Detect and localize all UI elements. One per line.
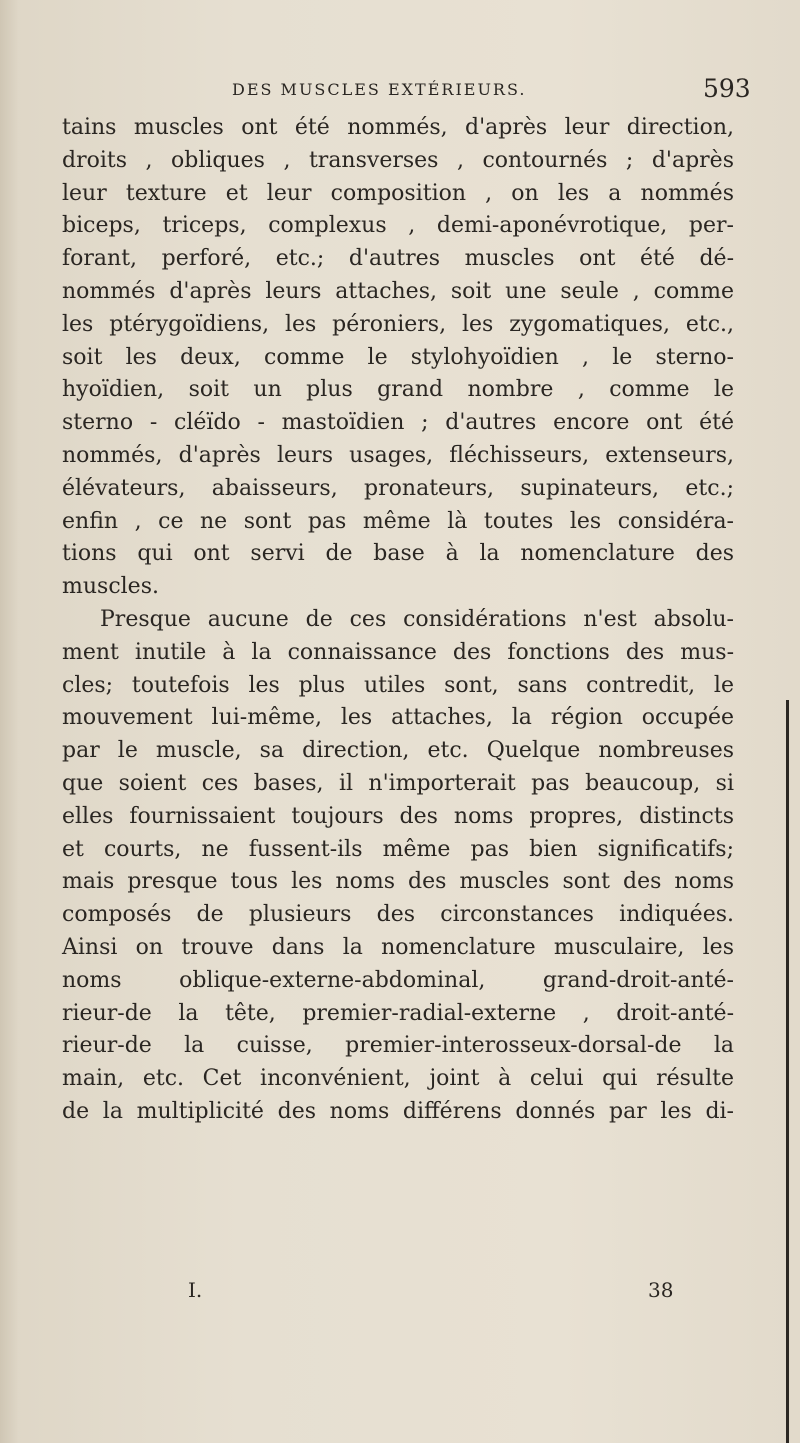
text-line: noms oblique-externe-abdominal, grand-droit-anté-: [62, 967, 734, 993]
text-line: main, etc. Cet inconvénient, joint à celui qui résulte: [62, 1066, 734, 1092]
page-gutter-shadow: [0, 0, 18, 1443]
text-line: tains muscles ont été nommés, d'après leur direction,: [62, 115, 734, 140]
text-line: mouvement lui-même, les attaches, la région occupée: [62, 705, 734, 731]
body-text: [62, 112, 734, 1129]
text-line: nommés d'après leurs attaches, soit une seule , comme: [62, 278, 734, 304]
text-line: soit les deux, comme le stylohyoïdien , le sterno-: [62, 344, 734, 370]
text-line: cles; toutefois les plus utiles sont, sans contredit, le: [62, 672, 734, 698]
text-line: mais presque tous les noms des muscles sont des noms: [62, 869, 734, 895]
text-line: ment inutile à la connaissance des fonctions des mus-: [62, 639, 734, 665]
sheet-number: 38: [648, 1278, 674, 1302]
text-line: enfin , ce ne sont pas même là toutes les considéra-: [62, 508, 734, 534]
text-line: forant, perforé, etc.; d'autres muscles ont été dé-: [62, 246, 734, 272]
text-line: biceps, triceps, complexus , demi-aponévrotique, per-: [62, 213, 734, 239]
text-line: Ainsi on trouve dans la nomenclature musculaire, les: [62, 934, 734, 960]
text-line: et courts, ne fussent-ils même pas bien significatifs;: [62, 836, 734, 862]
page-number: 593: [703, 74, 751, 103]
text-line: hyoïdien, soit un plus grand nombre , comme le: [62, 377, 734, 403]
text-line: sterno - cléïdo - mastoïdien ; d'autres encore ont été: [62, 410, 734, 436]
binding-edge: [786, 700, 789, 1443]
text-line: par le muscle, sa direction, etc. Quelque nombreuses: [62, 738, 734, 764]
text-line: elles fournissaient toujours des noms propres, distincts: [62, 803, 734, 829]
text-line: tions qui ont servi de base à la nomenclature des: [62, 541, 734, 567]
text-line: nommés, d'après leurs usages, fléchisseurs, extenseurs,: [62, 442, 734, 468]
text-line: composés de plusieurs des circonstances indiquées.: [62, 902, 734, 928]
signature-mark: I.: [188, 1278, 203, 1302]
running-head: DES MUSCLES EXTÉRIEURS.: [232, 80, 527, 99]
text-line: rieur-de la tête, premier-radial-externe , droit-anté-: [62, 1000, 734, 1026]
text-line: de la multiplicité des noms différens donnés par les di-: [62, 1098, 734, 1124]
text-line: que soient ces bases, il n'importerait pas beaucoup, si: [62, 770, 734, 796]
text-line: les ptérygoïdiens, les péroniers, les zygomatiques, etc.,: [62, 311, 734, 337]
text-line: élévateurs, abaisseurs, pronateurs, supinateurs, etc.;: [62, 475, 734, 501]
text-line: leur texture et leur composition , on les a nommés: [62, 180, 734, 206]
text-line: droits , obliques , transverses , contournés ; d'après: [62, 147, 734, 173]
text-line: rieur-de la cuisse, premier-interosseux-dorsal-de la: [62, 1033, 734, 1059]
paragraph-end-line: muscles.: [62, 574, 159, 600]
paragraph-start-line: Presque aucune de ces considérations n'est absolu-: [100, 606, 734, 632]
